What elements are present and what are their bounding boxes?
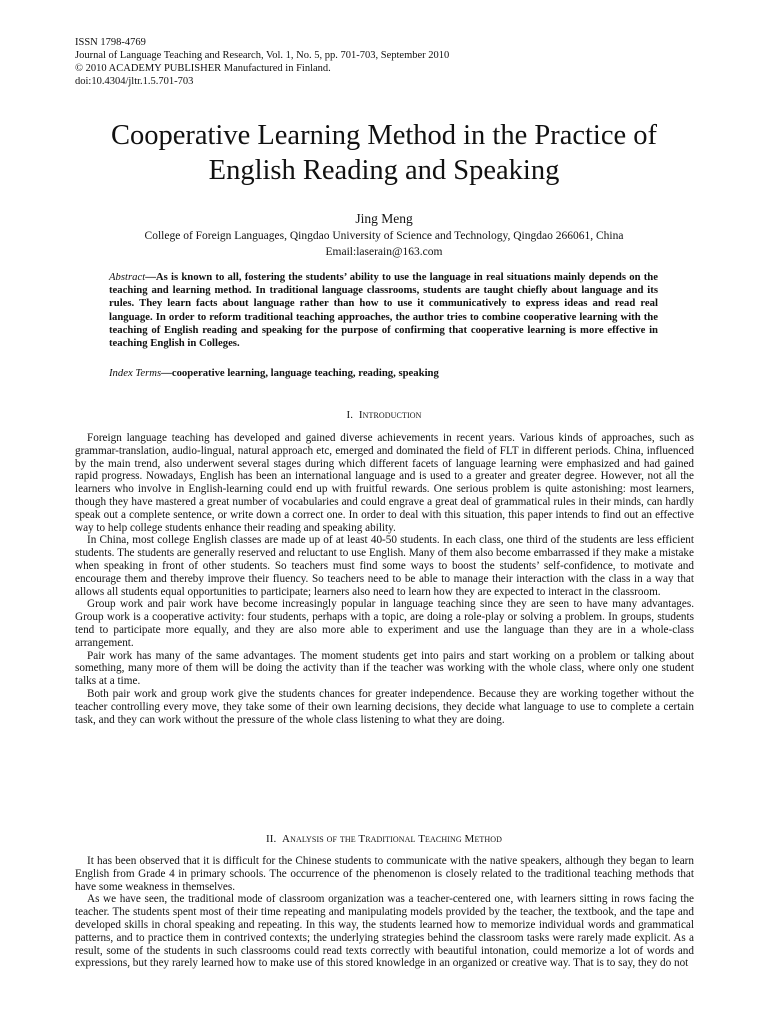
- title-line-2: English Reading and Speaking: [208, 155, 560, 186]
- journal-citation: Journal of Language Teaching and Research, Vol. 1, No. 5, pp. 701-703, September 2010: [75, 50, 450, 61]
- paragraph: Both pair work and group work give the students chances for greater independence. Because they are working together without the teacher controlling every move, they take some of their own learning decisions, they decide what language to use to complete a certain task, and they can work without the pressure of the whole class listening to what they are doing.: [75, 687, 694, 726]
- affiliation: College of Foreign Languages, Qingdao University of Science and Technology, Qingdao 266061, China: [144, 230, 624, 242]
- section-heading-introduction: [0, 408, 768, 422]
- paragraph: Foreign language teaching has developed and gained diverse achievements in recent years. Various kinds of approaches, such as grammar-translation, audio-lingual, natural approach etc, emerged and dominated the field of FLT in different periods. China, influenced by the main trend, also underwent several stages during which different facets of language learning were emphasized and had gained rapid progress. Nowadays, English has been an international language and is used to a greater and greater degree. However, not all the learners who involve in English-learning could end up with fruitful rewards. One serious problem is quite astonishing: most learners, though they have mastered a great number of vocabularies and could engrave a great deal of grammatical rules in their minds, can hardly speak out a complete sentence, or write down a correct one. In order to deal with this situation, this paper intends to find out an effective way to help college students enhance their reading and speaking ability.: [75, 432, 694, 534]
- abstract-text: —As is known to all, fostering the students’ ability to use the language in real situations mainly depends on the teaching and learning method. In traditional language classrooms, students are taught chiefly about language and its rules. They learn facts about language rather than how to use it communicatively to express ideas and read real language. In order to reform traditional teaching approaches, the author tries to combine cooperative learning with the teaching of English reading and speaking for the purpose of confirming that cooperative learning is more effective in teaching English in Colleges.: [109, 271, 658, 350]
- issn: ISSN 1798-4769: [75, 37, 146, 48]
- paragraph: It has been observed that it is difficult for the Chinese students to communicate with the native speakers, although they began to learn English from Grade 4 in primary schools. The occurrence of the phenomenon is closely related to the traditional teaching methods that have some weakness in themselves.: [75, 855, 694, 893]
- section-title: Analysis of the Traditional Teaching Method: [282, 833, 503, 845]
- abstract-label: Abstract: [109, 271, 146, 283]
- doi: doi:10.4304/jltr.1.5.701-703: [75, 76, 194, 87]
- paper-title: [0, 118, 768, 188]
- paragraph: Pair work has many of the same advantages. The moment students get into pairs and start working on a problem or talking about something, many more of them will be doing the activity than if the teacher was working with the whole class, where only one student talks at a time.: [75, 649, 694, 688]
- index-terms-label: Index Terms: [109, 367, 162, 379]
- abstract: [109, 271, 658, 350]
- author-email: Email:laserain@163.com: [325, 245, 443, 258]
- section-number: I.: [346, 409, 354, 421]
- section-title: Introduction: [358, 409, 422, 421]
- publisher-line: © 2010 ACADEMY PUBLISHER Manufactured in Finland.: [75, 63, 331, 74]
- paragraph: As we have seen, the traditional mode of classroom organization was a teacher-centered one, with learners sitting in rows facing the teacher. The students spent most of their time repeating and manipulating models provided by the teacher, the textbook, and the tape and developed skills in choral speaking and repeating. In this way, the students learned how to memorize individual words and grammatical patterns, and to practice them in contrived contexts; the underlying strategies behind the classroom tasks were rarely made explicit. As a result, some of the students in such classrooms could read texts correctly with beautiful intonation, could memorize a lot of words and expressions, but they rarely learned how to make use of this stored knowledge in an organized or creative way. That is to say, they do not: [75, 893, 694, 970]
- index-terms-text: —cooperative learning, language teaching, reading, speaking: [161, 367, 439, 379]
- author-name: Jing Meng: [355, 211, 413, 226]
- title-line-1: Cooperative Learning Method in the Practice of: [110, 120, 658, 151]
- author-affiliation-block: [0, 229, 768, 260]
- paragraph: Group work and pair work have become increasingly popular in language teaching since they are seen to have many advantages. Group work is a cooperative activity: four students, perhaps with a topic, are doing a role-play or solving a problem. In groups, students tend to participate more equally, and they are also more able to experiment and use the language than they are in a whole-class arrangement.: [75, 598, 694, 649]
- section-body-introduction: [75, 432, 694, 726]
- index-terms: [109, 367, 658, 380]
- section-body-analysis: [75, 855, 694, 970]
- section-heading-analysis: [0, 832, 768, 846]
- paragraph: In China, most college English classes are made up of at least 40-50 students. In each class, one third of the students are less efficient students. The students are generally reserved and reluctant to use English. Many of them also become embarrassed if they make a mistake when speaking in front of other students. So teachers must find some ways to boost the students’ self-confidence, to motivate and encourage them and thereby improve their fluency. So teachers need to be able to manage their interaction with the class in a way that allows all students equal opportunities to participate; learners also need to learn how they are expected to interact in the classroom.: [75, 534, 694, 598]
- section-number: II.: [265, 833, 277, 845]
- journal-header: [75, 36, 449, 88]
